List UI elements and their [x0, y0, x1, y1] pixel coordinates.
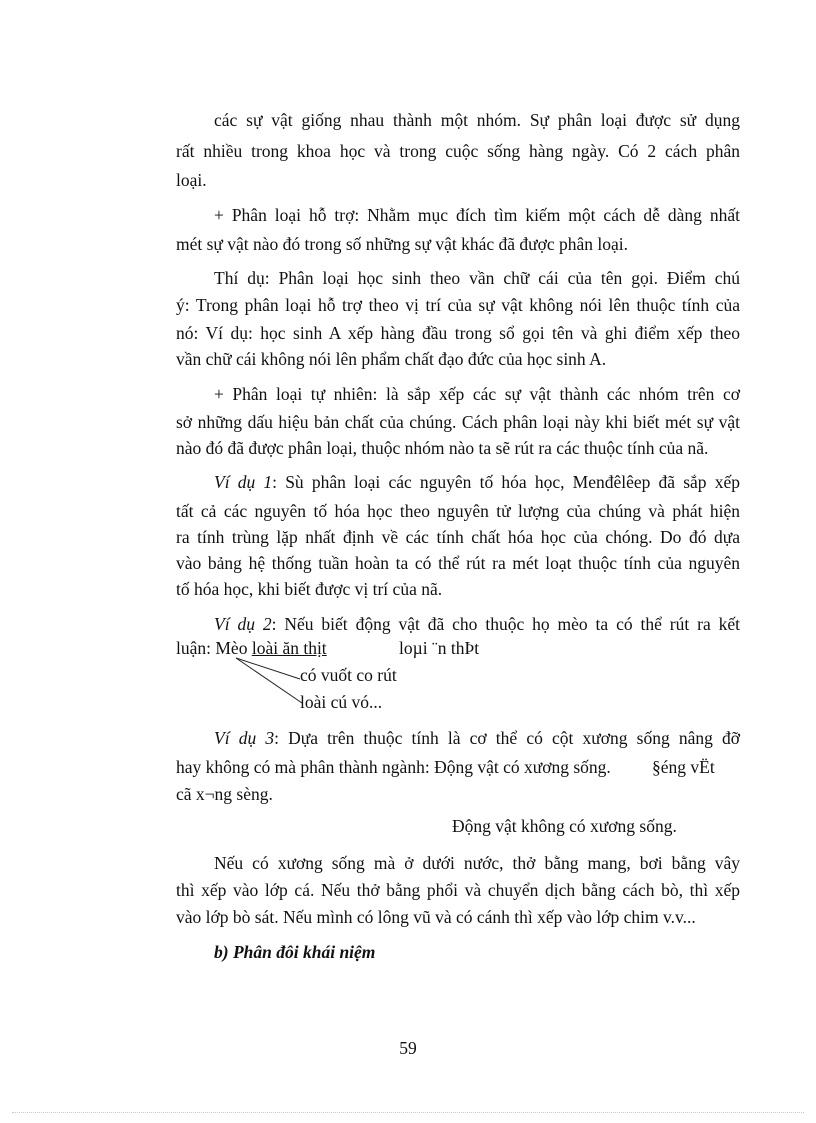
text-line: vào bảng hệ thống tuần hoàn ta có thể rút ra mét loạt thuộc tính của nguyên: [176, 553, 740, 573]
text-line: nào đó đã được phân loại, thuộc nhóm nào ta sẽ rút ra các thuộc tính của nã.: [176, 438, 709, 458]
text-line: Thí dụ: Phân loại học sinh theo vần chữ cái của tên gọi. Điểm chú: [214, 268, 740, 288]
text-line: sở những dấu hiệu bản chất của chúng. Cách phân loại này khi biết mét sự vật: [176, 412, 740, 432]
section-heading: b) Phân đôi khái niệm: [214, 942, 376, 962]
diagram-branch: loài cú vó...: [300, 692, 383, 712]
branch-line: [236, 658, 302, 703]
text-line: mét sự vật nào đó trong số những sự vật khác đã được phân loại.: [176, 234, 629, 254]
footer-divider: [12, 1112, 804, 1113]
text-line: vào lớp bò sát. Nếu mình có lông vũ và có cánh thì xếp vào lớp chim v.v...: [176, 907, 696, 927]
text-span: : Nếu biết động vật đã cho thuộc họ mèo ta có thể rút ra kết: [271, 614, 740, 634]
text-line: Động vật không có xương sống.: [452, 816, 677, 836]
text-line: các sự vật giống nhau thành một nhóm. Sự phân loại được sử dụng: [214, 110, 740, 130]
text-line: thì xếp vào lớp cá. Nếu thở bằng phổi và chuyển dịch bằng cách bò, thì xếp: [176, 880, 740, 900]
text-line: tố hóa học, khi biết được vị trí của nã.: [176, 579, 443, 599]
text-line: cã x¬ng sèng.: [176, 784, 273, 804]
text-line: ra tính trùng lặp nhất định về các tính chất hóa học của chóng. Do đó dựa: [176, 527, 740, 547]
text-line: rất nhiều trong khoa học và trong cuộc sống hàng ngày. Có 2 cách phân: [176, 141, 740, 161]
text-line: Nếu có xương sống mà ở dưới nước, thở bằng mang, bơi bằng vây: [214, 853, 740, 873]
text-line: hay không có mà phân thành ngành: Động vật có xương sống.: [176, 757, 611, 777]
text-line: + Phân loại hỗ trợ: Nhằm mục đích tìm kiếm một cách dễ dàng nhất: [214, 205, 740, 225]
text-line: + Phân loại tự nhiên: là sắp xếp các sự vật thành các nhóm trên cơ: [214, 384, 740, 404]
diagram-node: loài ăn thịt: [251, 638, 327, 658]
text-span: : Sù phân loại các nguyên tố hóa học, Menđêlêep đã sắp xếp: [272, 472, 740, 492]
branch-line: [236, 658, 300, 679]
text-line: vần chữ cái không nói lên phẩm chất đạo đức của học sinh A.: [176, 349, 607, 369]
text-span: luận: Mèo: [176, 638, 252, 658]
text-line: loại.: [176, 170, 207, 190]
text-line: [214, 471, 740, 493]
text-line: [214, 727, 740, 749]
text-line: ý: Trong phân loại hỗ trợ theo vị trí của sự vật không nói lên thuộc tính của: [176, 295, 740, 315]
text-span: : Dựa trên thuộc tính là cơ thể có cột xương sống nâng đỡ: [274, 728, 740, 748]
text-line: [214, 613, 740, 635]
page-number: 59: [399, 1038, 417, 1058]
diagram-branch: có vuốt co rút: [300, 665, 397, 685]
garbled-text: §éng vËt: [652, 757, 715, 777]
example-label: Ví dụ 3: [214, 728, 275, 748]
example-label: Ví dụ 2: [214, 614, 272, 634]
garbled-text: loµi ¨n thÞt: [399, 638, 480, 658]
text-line: tất cả các nguyên tố hóa học theo nguyên tử lượng của chúng và phát hiện: [176, 501, 740, 521]
example-label: Ví dụ 1: [214, 472, 273, 492]
text-line: nó: Ví dụ: học sinh A xếp hàng đầu trong sổ gọi tên và ghi điểm xếp theo: [176, 323, 740, 343]
